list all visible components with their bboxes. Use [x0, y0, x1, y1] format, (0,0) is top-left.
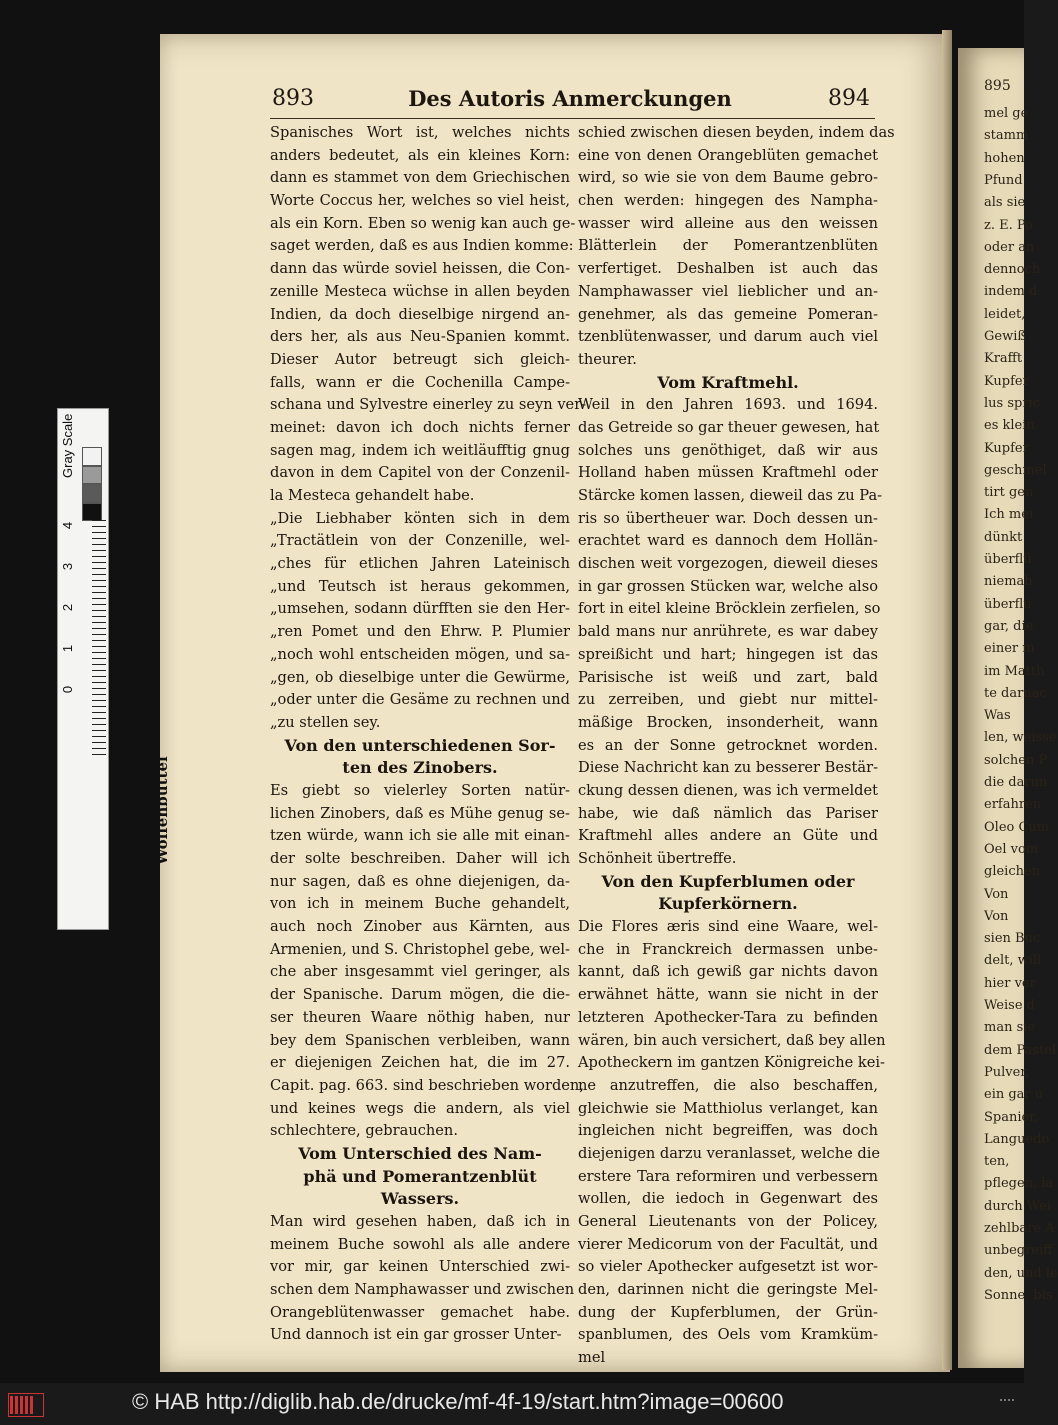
text-line: der solte beschreiben. Daher will ich — [270, 850, 570, 867]
section-heading: Von den Kupferblumen oder — [601, 871, 855, 891]
text-line: theurer. — [578, 350, 637, 368]
left-column — [270, 122, 587, 1347]
text-line: diejenigen darzu veranlasset, welche die — [578, 1144, 881, 1162]
text-line: wird, so wie sie von dem Baume gebro- — [578, 169, 878, 187]
ruler-number: 0 — [60, 685, 76, 694]
next-page-line: ein gar u — [984, 1087, 1044, 1103]
text-line: verfertiget. Deshalben ist auch das — [578, 260, 878, 278]
gray-swatch — [82, 503, 102, 522]
text-line: „und Teutsch ist heraus gekommen, — [270, 577, 570, 595]
next-page-line: z. E. Po — [984, 217, 1033, 233]
gray-swatch — [82, 484, 102, 503]
text-line: bald mans nur anrührete, es war dabey — [578, 623, 878, 641]
gray-scale-label: Gray Scale — [60, 413, 75, 478]
next-page-number: 895 — [984, 78, 1011, 94]
next-page-line: ten, — [984, 1154, 1010, 1170]
text-line: auch noch Zinober aus Kärnten, aus — [270, 918, 570, 936]
next-page-line: unbegreiff — [984, 1243, 1053, 1259]
hab-logo-icon — [8, 1393, 44, 1417]
next-page-line: Languedo — [984, 1131, 1050, 1147]
text-line: „Tractätlein von der Conzenille, wel- — [270, 532, 570, 550]
library-label — [112, 675, 172, 905]
text-line: mel — [578, 1349, 606, 1367]
page-edge — [942, 30, 952, 1370]
next-page-line: den, und le — [984, 1265, 1058, 1281]
next-page-line: len, weisse — [984, 730, 1057, 746]
more-icon[interactable] — [1000, 1399, 1014, 1405]
text-line: solches uns genöthiget, daß wir aus — [578, 441, 878, 459]
text-line: Holland haben müssen Kraftmehl oder — [578, 464, 878, 482]
next-page-line: Weise d — [984, 998, 1035, 1013]
text-line: Stärcke komen lassen, dieweil das zu Pa- — [578, 487, 883, 504]
section-heading: ten des Zinobers. — [342, 758, 498, 778]
text-line: dann es stammet von dem Griechischen — [270, 169, 570, 187]
next-page-line: die darun — [984, 775, 1048, 790]
text-line: eine von denen Orangeblüten gemachet — [578, 146, 878, 164]
text-line: zenille Mesteca wüchse in allen beyden — [270, 282, 570, 300]
next-page-line: dünkt — [984, 529, 1023, 545]
next-page-line: Kupfer — [984, 373, 1029, 389]
next-page-line: es klein — [984, 418, 1035, 434]
text-line: er diejenigen Zeichen hat, die im 27. — [270, 1054, 570, 1072]
text-line: bey dem Spanischen verbleiben, wann — [270, 1031, 570, 1049]
text-line: spreißicht und hart; hingegen ist das — [578, 645, 878, 663]
section-heading: Wassers. — [380, 1189, 460, 1209]
next-page-line: überflü — [984, 596, 1032, 612]
text-line: erstere Tara reformiren und verbessern — [578, 1167, 878, 1185]
text-line: davon in dem Capitel von der Conzenil- — [270, 464, 570, 482]
next-page-line: im Matth — [984, 663, 1045, 679]
next-page-line: hohen — [984, 150, 1025, 166]
text-line: erachtet ward es dannoch dem Hollän- — [578, 532, 878, 550]
library-city: Wolfenbüttel — [153, 756, 171, 865]
text-line: den, darinnen nicht die geringste Mel- — [578, 1281, 878, 1299]
text-line: Diese Nachricht kan zu besserer Bestär- — [578, 759, 878, 777]
text-line: der Spanische. Darum mögen, die die- — [270, 986, 570, 1004]
text-line: Indien, da doch dieselbige nirgend an- — [270, 305, 570, 323]
page-number-left: 893 — [272, 86, 314, 111]
next-page-line: Was — [984, 708, 1011, 724]
viewer-footer — [0, 1383, 1024, 1425]
next-page-line: Oel vom — [984, 841, 1039, 857]
ruler-ticks — [92, 520, 106, 760]
text-line: Blätterlein der Pomerantzenblüten — [578, 237, 878, 255]
text-line: Schönheit übertreffe. — [578, 850, 737, 867]
next-page-line: dem Pastel — [984, 1042, 1057, 1058]
next-page-line: als sie — [984, 195, 1026, 211]
text-line: ingleichen nicht begreiffen, was doch — [578, 1122, 878, 1140]
text-line: anders bedeutet, als ein kleines Korn: — [270, 146, 570, 164]
text-line: so vieler Apothecker aufgesetzt ist wor- — [578, 1258, 878, 1276]
section-heading: Vom Kraftmehl. — [657, 372, 799, 392]
text-line: ne anzutreffen, die also beschaffen, — [578, 1076, 878, 1094]
next-page-line: niemah — [984, 574, 1033, 590]
next-page-line: Pulver, — [984, 1064, 1030, 1080]
text-line: Worte Coccus her, welches so viel heist, — [270, 192, 570, 210]
text-line: das Getreide so gar theuer gewesen, hat — [578, 418, 880, 436]
text-line: genehmer, als das gemeine Pomeran- — [578, 305, 878, 323]
text-line: dann das würde soviel heissen, die Con- — [270, 260, 570, 278]
next-page-line: tirt gen — [984, 485, 1034, 501]
source-url[interactable]: © HAB http://diglib.hab.de/drucke/mf-4f-19/start.htm?image=00600 — [132, 1389, 784, 1414]
header-rule — [270, 118, 875, 119]
text-line: Die Flores æris sind eine Waare, wel- — [578, 918, 878, 936]
ruler-number: 4 — [60, 521, 76, 530]
text-line: Man wird gesehen haben, daß ich in — [270, 1213, 570, 1230]
text-line: als ein Korn. Eben so wenig kan auch ge- — [270, 214, 576, 232]
text-line: tzen würde, wann ich sie alle mit einan- — [270, 827, 570, 845]
text-line: dung der Kupferblumen, der Grün- — [578, 1303, 878, 1321]
next-page-line: gleichen — [984, 864, 1041, 880]
next-page-line: Sonne, bis — [984, 1287, 1053, 1303]
text-line: che in Franckreich dermassen unbe- — [578, 940, 878, 958]
next-page-line: oder an — [984, 239, 1035, 255]
text-line: habe, wie daß nämlich das Pariser — [578, 804, 878, 822]
text-line: la Mesteca gehandelt habe. — [270, 487, 475, 504]
next-page-line: indem d — [984, 284, 1038, 300]
text-line: saget werden, daß es aus Indien komme: — [270, 237, 574, 255]
text-line: meinem Buche sowohl als alle andere — [270, 1235, 570, 1253]
text-line: schlechtere, gebrauchen. — [270, 1122, 458, 1140]
text-line: „ches für etlichen Jahren Lateinisch — [270, 555, 570, 573]
text-line: wasser wird alleine aus den weissen — [578, 214, 878, 232]
text-line: falls, wann er die Cochenilla Campe- — [270, 373, 570, 391]
section-heading: Von den unterschiedenen Sor- — [284, 735, 556, 755]
next-page-line: Ich mei — [984, 507, 1034, 523]
next-page-line: sien Buc — [984, 931, 1041, 947]
text-line: Und dannoch ist ein gar grosser Unter- — [270, 1326, 562, 1344]
text-line: Parisische ist weiß und zart, bald — [578, 668, 878, 686]
text-line: ris so übertheuer war. Doch dessen un- — [578, 509, 878, 527]
text-line: che aber insgesammt viel geringer, als — [270, 963, 570, 981]
text-line: Orangeblütenwasser gemachet habe. — [270, 1303, 570, 1321]
ruler-number: 1 — [60, 644, 76, 653]
text-line: ser theuren Waare nöthig haben, nur — [270, 1008, 570, 1026]
next-page-line: te darnac — [984, 685, 1047, 701]
text-line: vierer Medicorum von der Facultät, und — [578, 1235, 878, 1253]
text-line: „Die Liebhaber könten sich in dem — [270, 509, 570, 527]
next-page-line: durch Wei — [984, 1198, 1051, 1214]
text-line: sagen mag, indem ich weitläufftig gnug — [270, 441, 570, 459]
text-line: Dieser Autor betreugt sich gleich- — [270, 350, 570, 368]
text-line: schied zwischen diesen beyden, indem das — [578, 124, 895, 141]
text-line: General Lieutenants von der Policey, — [578, 1213, 878, 1230]
section-heading: phä und Pomerantzenblüt — [303, 1166, 537, 1186]
running-title: Des Autoris Anmerckungen — [408, 86, 732, 111]
text-line: kannt, daß ich gewiß gar nichts davon — [578, 963, 878, 981]
next-page-line: Oleo Cum — [984, 819, 1050, 835]
next-page-line: leidet, — [984, 306, 1026, 322]
text-line: schen dem Namphawasser und zwischen — [270, 1281, 575, 1299]
next-page-line: geschmel — [984, 462, 1047, 478]
text-line: dischen weit vorgezogen, dieweil dieses — [578, 555, 878, 573]
section-heading: Kupferkörnern. — [658, 894, 798, 914]
text-line: letzteren Apothecker-Tara zu befinden — [578, 1008, 878, 1026]
text-line: Armenien, und S. Christophel gebe, wel- — [270, 940, 570, 958]
text-line: „ren Pomet und den Ehrw. P. Plumier — [270, 623, 570, 641]
text-line: von ich in meinem Buche gehandelt, — [270, 895, 570, 913]
gray-scale-swatches — [82, 447, 102, 521]
text-line: lichen Zinobers, daß es Mühe genug se- — [270, 804, 570, 822]
text-line: Spanisches Wort ist, welches nichts — [270, 124, 570, 141]
page-number-right: 894 — [828, 86, 870, 111]
section-heading: Vom Unterschied des Nam- — [298, 1143, 542, 1163]
text-line: „oder unter die Gesäme zu rechnen und — [270, 691, 570, 709]
text-line: „zu stellen sey. — [270, 713, 381, 731]
next-page-line: Kupfer — [984, 440, 1029, 456]
text-line: gleichwie sie Matthiolus verlanget, kan — [578, 1099, 878, 1117]
text-line: tzenblütenwasser, und darum auch viel — [578, 328, 878, 346]
next-page-line: gar, die — [984, 618, 1034, 634]
next-page-line: delt, will — [984, 953, 1042, 969]
text-line: meinet: davon ich doch nichts ferner — [270, 418, 570, 436]
library-name: Herzog August Bibliothek — [112, 763, 152, 905]
text-line: „gen, ob dieselbige unter die Gewürme, — [270, 668, 570, 686]
next-page-line: dennoch — [984, 262, 1041, 278]
text-line: spanblumen, des Oels vom Kramküm- — [578, 1326, 878, 1344]
text-line: chen werden: hingegen des Nampha- — [578, 192, 878, 210]
next-page-line: einer m — [984, 641, 1035, 657]
ruler-number: 3 — [60, 562, 76, 571]
text-line: Apotheckern im gantzen Königreiche kei- — [578, 1054, 885, 1072]
next-page-line: zehlbare A — [984, 1221, 1055, 1236]
text-line: Kraftmehl alles andere an Güte und — [578, 827, 878, 845]
text-line: zu zerreiben, und giebt nur mittel- — [578, 691, 878, 709]
next-page-line: mel ge — [984, 106, 1029, 121]
text-line: Es giebt so vielerley Sorten natür- — [270, 781, 570, 799]
next-page-line: Von — [984, 886, 1009, 902]
text-line: fort in eitel kleine Bröcklein zerfielen, so — [578, 600, 881, 618]
text-line: „noch wohl entscheiden mögen, und sa- — [270, 645, 570, 663]
next-page-line: lus spric — [984, 395, 1040, 411]
text-line: in gar grossen Stücken war, welche also — [578, 577, 878, 595]
next-page-line: pflegen, la — [984, 1176, 1054, 1192]
right-column — [578, 122, 895, 1370]
ruler-number: 2 — [60, 603, 76, 612]
text-line: „umsehen, sodann dürfften sie den Her- — [270, 600, 570, 618]
next-page-fragment — [958, 48, 1058, 1368]
gray-swatch — [82, 466, 102, 485]
next-page-line: erfahren — [984, 797, 1042, 813]
next-page-line: solchen P — [984, 752, 1048, 768]
text-line: Namphawasser viel lieblicher und an- — [578, 282, 878, 300]
text-line: wollen, die iedoch in Gegenwart des — [578, 1190, 878, 1208]
text-line: schana und Sylvestre einerley zu seyn ver- — [270, 396, 587, 414]
text-line: nur sagen, daß es ohne diejenigen, da- — [270, 872, 570, 890]
page-header — [270, 86, 870, 118]
text-line: vor mir, gar keinen Unterschied zwi- — [270, 1258, 570, 1276]
text-line: mäßige Brocken, insonderheit, wann — [578, 713, 878, 731]
next-page-line: hier ver — [984, 975, 1036, 991]
next-page-line: man sie — [984, 1020, 1036, 1036]
text-line: es an der Sonne getrocknet worden. — [578, 736, 878, 754]
text-line: und keines wegs die andern, als viel — [270, 1099, 570, 1117]
next-page-line: überflü — [984, 552, 1032, 567]
gray-swatch — [82, 447, 102, 466]
next-page-line: Krafft — [984, 351, 1023, 367]
text-line: Capit. pag. 663. sind beschrieben worden, — [270, 1076, 584, 1094]
next-page-line: Gewiß — [984, 329, 1027, 344]
next-page-line: Pfund — [984, 172, 1023, 188]
text-line: ckung dessen dienen, was ich vermeldet — [578, 781, 878, 799]
next-page-line: Spanier, — [984, 1109, 1039, 1125]
text-line: ders her, als aus Neu-Spanien kommt. — [270, 328, 570, 346]
next-page-line: stamm — [984, 128, 1029, 144]
text-line: wären, bin auch versichert, daß bey allen — [578, 1031, 886, 1049]
text-line: Weil in den Jahren 1693. und 1694. — [578, 396, 878, 414]
text-line: erwähnet hätte, wann sie nicht in der — [578, 986, 878, 1004]
next-page-line: Von — [984, 908, 1009, 924]
